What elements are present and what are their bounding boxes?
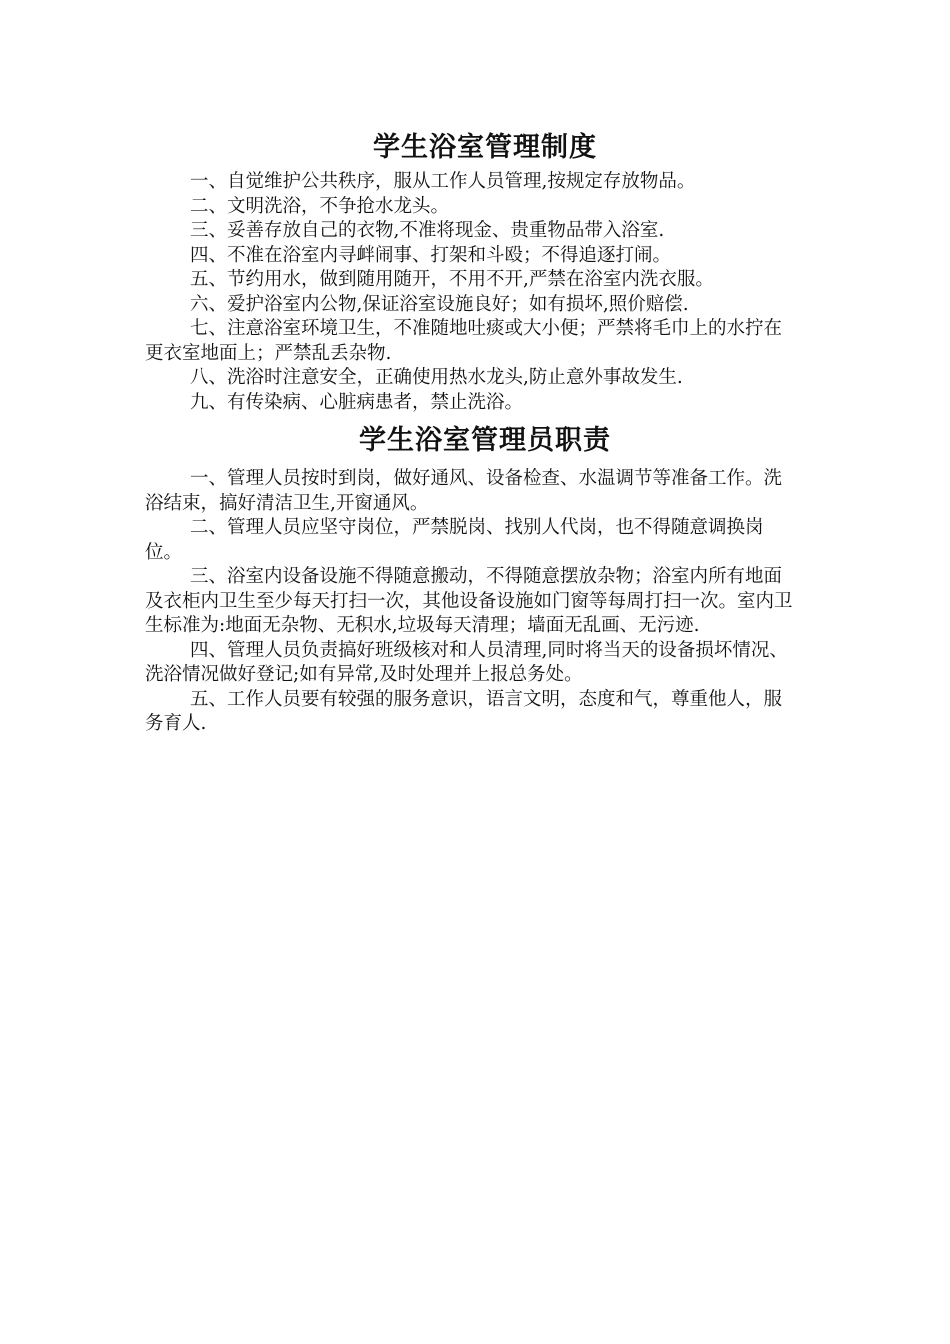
duty-item: 四、管理人员负责搞好班级核对和人员清理,同时将当天的设备损坏情况、洗浴情况做好登记;如有异常,及时处理并上报总务处。 (145, 639, 788, 685)
rule-item: 四、不准在浴室内寻衅闹事、打架和斗殴；不得追逐打闹。 (190, 244, 672, 266)
rule-item: 一、自觉维护公共秩序，服从工作人员管理,按规定存放物品。 (190, 171, 696, 192)
section2-duties (145, 467, 825, 737)
duty-item: 二、管理人员应坚守岗位，严禁脱岗、找别人代岗，也不得随意调换岗位。 (145, 517, 764, 563)
section1-title: 学生浴室管理制度 (373, 132, 597, 163)
duty-item: 五、工作人员要有较强的服务意识，语言文明，态度和气，尊重他人，服务育人. (145, 688, 783, 734)
duty-item: 三、浴室内设备设施不得随意搬动，不得随意摆放杂物；浴室内所有地面及衣柜内卫生至少每天打扫一次，其他设备设施如门窗等每周打扫一次。室内卫生标准为:地面无杂物、无积水,垃圾每天清理；墙面无乱画、无污迹. (145, 566, 793, 636)
rule-item: 八、洗浴时注意安全，正确使用热水龙头,防止意外事故发生. (190, 367, 683, 388)
section1-rules (145, 170, 825, 415)
rule-item: 二、文明洗浴，不争抢水龙头。 (190, 195, 450, 217)
rule-item: 七、注意浴室环境卫生，不准随地吐痰或大小便；严禁将毛巾上的水拧在更衣室地面上；严禁乱丢杂物. (145, 318, 783, 364)
document-page (145, 128, 825, 737)
rule-item: 九、有传染病、心脏病患者，禁止洗浴。 (190, 391, 524, 413)
rule-item: 六、爱护浴室内公物,保证浴室设施良好；如有损坏,照价赔偿. (190, 293, 689, 315)
rule-item: 五、节约用水，做到随用随开，不用不开,严禁在浴室内洗衣服。 (190, 269, 714, 290)
section2-title: 学生浴室管理员职责 (359, 425, 611, 456)
duty-item: 一、管理人员按时到岗，做好通风、设备检查、水温调节等准备工作。洗浴结束，搞好清洁卫生,开窗通风。 (145, 468, 783, 514)
rule-item: 三、妥善存放自己的衣物,不准将现金、贵重物品带入浴室. (190, 220, 665, 241)
